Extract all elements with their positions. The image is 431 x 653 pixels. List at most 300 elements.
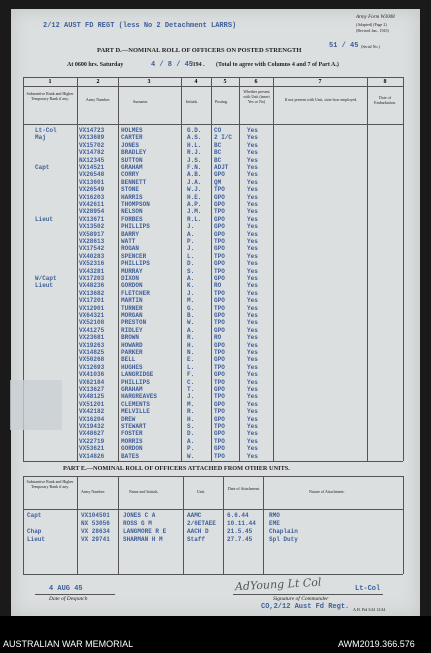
posting-cell: GPO — [214, 326, 225, 334]
posting-cell: GPO — [214, 171, 225, 179]
attached-name-cell: ROSS G M — [123, 520, 152, 527]
attached-nature-cell: RMO — [269, 512, 280, 519]
attached-unit-cell: AAMC — [187, 512, 202, 519]
posting-cell: GPO — [214, 297, 225, 305]
posting-cell: GPO — [214, 386, 225, 393]
posting-cell: BC — [214, 141, 222, 149]
attached-name-cell: LANGMORE R E — [123, 528, 167, 535]
table-top-rule — [23, 77, 403, 78]
posting-cell: GPO — [214, 260, 225, 268]
army-number-cell: VX16203 — [79, 193, 105, 201]
present-cell: Yes — [247, 386, 258, 393]
army-number-cell: VX51201 — [79, 400, 105, 408]
e-header-unit: Unit. — [197, 489, 206, 494]
army-number-cell: VX52316 — [79, 260, 105, 268]
present-cell: Yes — [247, 193, 258, 201]
initials-cell: A. — [187, 326, 195, 334]
posting-cell: GPO — [214, 356, 225, 364]
attached-nature-cell: Spl Duty — [269, 536, 298, 543]
header-rank: Substantive Rank and Higher Temporary Rank if any. — [26, 91, 74, 101]
posting-cell: 2 I/C — [214, 134, 233, 142]
army-number-cell: VX52108 — [79, 319, 105, 327]
present-cell: Yes — [247, 267, 258, 275]
army-number-cell: VX42611 — [79, 201, 105, 208]
initials-cell: H.E. — [187, 193, 202, 201]
posting-cell: TPO — [214, 363, 225, 371]
initials-cell: M. — [187, 297, 195, 305]
posting-cell: GPO — [214, 415, 225, 423]
posting-cell: GPO — [214, 230, 225, 238]
initials-cell: D. — [187, 430, 195, 438]
initials-cell: R.J. — [187, 149, 202, 157]
rank-cell: Lieut — [35, 215, 54, 223]
present-cell: Yes — [247, 452, 258, 460]
posting-cell: TPO — [214, 319, 225, 327]
present-cell: Yes — [247, 201, 258, 208]
army-number-cell: VX50268 — [79, 356, 105, 364]
col-number-4: 4 — [194, 79, 198, 85]
surname-cell: BENNETT — [121, 178, 147, 186]
initials-cell: W.J. — [187, 186, 202, 194]
col-number-7: 7 — [318, 79, 322, 85]
rank-typed: Lt-Col — [355, 585, 381, 593]
initials-cell: S. — [187, 267, 195, 275]
serial-number: 51 / 45 — [329, 42, 359, 50]
header-employed: If not present with Unit, state how employed. — [284, 97, 358, 102]
initials-cell: A. — [187, 437, 195, 445]
initials-cell: W. — [187, 319, 195, 327]
attached-number-cell: VX 28634 — [81, 528, 110, 535]
present-cell: Yes — [247, 215, 258, 223]
posting-cell: GPO — [214, 400, 225, 408]
army-number-cell: VX41275 — [79, 326, 105, 334]
present-cell: Yes — [247, 341, 258, 349]
surname-cell: FOSTER — [121, 430, 143, 438]
initials-cell: H. — [187, 415, 195, 423]
initials-cell: N. — [187, 349, 195, 356]
present-cell: Yes — [247, 304, 258, 312]
surname-cell: GRAHAM — [121, 164, 143, 171]
present-cell: Yes — [247, 297, 258, 305]
attached-number-cell: VX104501 — [81, 512, 110, 519]
date-value: 4 / 8 / 45 — [151, 61, 194, 69]
present-cell: Yes — [247, 445, 258, 453]
initials-cell: L. — [187, 252, 195, 260]
surname-cell: MELVILLE — [121, 408, 150, 416]
initials-cell: F.N. — [187, 164, 202, 171]
present-cell: Yes — [247, 260, 258, 268]
initials-cell: R.L. — [187, 215, 202, 223]
col-number-1: 1 — [48, 79, 52, 85]
posting-cell: TPO — [214, 252, 225, 260]
attached-number-cell: VX 29741 — [81, 536, 110, 543]
present-cell: Yes — [247, 149, 258, 157]
army-number-cell: VX17203 — [79, 275, 105, 282]
initials-cell: T. — [187, 386, 195, 393]
header-embarkation: Date of Embarkation. — [374, 95, 396, 105]
army-number-cell: VX48627 — [79, 430, 105, 438]
surname-cell: GORDON — [121, 445, 143, 453]
posting-cell: TPO — [214, 238, 225, 245]
initials-cell: A. — [187, 230, 195, 238]
posting-cell: TPO — [214, 437, 225, 445]
present-cell: Yes — [247, 164, 258, 171]
surname-cell: NELSON — [121, 208, 143, 216]
posting-cell: ADJT — [214, 164, 229, 171]
posting-cell: RO — [214, 282, 222, 290]
surname-cell: ROGAN — [121, 245, 140, 253]
surname-cell: MORGAN — [121, 312, 143, 319]
present-cell: Yes — [247, 208, 258, 216]
col-number-6: 6 — [254, 79, 258, 85]
army-number-cell: VX13671 — [79, 215, 105, 223]
surname-cell: PHILLIPS — [121, 378, 150, 386]
surname-cell: WATT — [121, 238, 136, 245]
co-typed: CO,2/12 Aust Fd Regt. — [261, 603, 350, 611]
posting-cell: GPO — [214, 193, 225, 201]
initials-cell: H. — [187, 341, 195, 349]
posting-cell: GPO — [214, 312, 225, 319]
present-cell: Yes — [247, 282, 258, 290]
present-cell: Yes — [247, 230, 258, 238]
present-cell: Yes — [247, 371, 258, 379]
present-cell: Yes — [247, 437, 258, 445]
posting-cell: GPO — [214, 215, 225, 223]
e-header-name: Name and Initials. — [129, 489, 159, 494]
initials-cell: R. — [187, 334, 195, 342]
army-number-cell: VX19432 — [79, 423, 105, 430]
header-present: Whether present with Unit (insert Yes or No) — [243, 89, 270, 104]
posting-cell: TPO — [214, 452, 225, 460]
initials-cell: P. — [187, 445, 195, 453]
army-number-cell: VX28954 — [79, 208, 105, 216]
form-id: Army Form W3008 — [356, 15, 395, 20]
army-number-cell: VX14825 — [79, 349, 105, 356]
army-number-cell: VX23681 — [79, 334, 105, 342]
initials-cell: A. — [187, 275, 195, 282]
initials-cell: B. — [187, 312, 195, 319]
army-number-cell: VX13689 — [79, 134, 105, 142]
attached-number-cell: NX 53056 — [81, 520, 110, 527]
surname-cell: MURRAY — [121, 267, 143, 275]
rank-cell: W/Capt — [35, 275, 57, 282]
initials-cell: L. — [187, 363, 195, 371]
surname-cell: BELL — [121, 356, 136, 364]
header-army-number: Army Number. — [85, 97, 111, 102]
surname-cell: TURNER — [121, 304, 143, 312]
despatch-date: 4 AUG 45 — [49, 585, 83, 593]
present-cell: Yes — [247, 289, 258, 297]
present-cell: Yes — [247, 245, 258, 253]
attached-nature-cell: Chaplain — [269, 528, 298, 535]
army-number-cell: VX48125 — [79, 393, 105, 401]
army-number-cell: VX15702 — [79, 141, 105, 149]
attached-date-cell: 10.11.44 — [227, 520, 256, 527]
col-number-5: 5 — [223, 79, 227, 85]
present-cell: Yes — [247, 393, 258, 401]
surname-cell: HARGREAVES — [121, 393, 158, 401]
army-number-cell: VX28613 — [79, 238, 105, 245]
attached-rank-cell: Capt — [27, 512, 42, 519]
initials-cell: D. — [187, 260, 195, 268]
rank-cell: Capt — [35, 164, 50, 171]
initials-cell: J.A. — [187, 178, 202, 186]
surname-cell: DIXON — [121, 275, 140, 282]
initials-cell: A.P. — [187, 201, 202, 208]
agree-note: (Total to agree with Columns 4 and 7 of Part A.) — [216, 62, 339, 68]
surname-cell: PARKER — [121, 349, 143, 356]
present-cell: Yes — [247, 415, 258, 423]
surname-cell: HUGHES — [121, 363, 143, 371]
posting-cell: GPO — [214, 341, 225, 349]
surname-cell: CARTER — [121, 134, 143, 142]
surname-cell: CORRY — [121, 171, 140, 179]
present-cell: Yes — [247, 356, 258, 364]
army-number-cell: VX12693 — [79, 363, 105, 371]
surname-cell: CLEMENTS — [121, 400, 150, 408]
surname-cell: HOWARD — [121, 341, 143, 349]
army-number-cell: VX13627 — [79, 386, 105, 393]
present-cell: Yes — [247, 171, 258, 179]
e-header-nature: Nature of Attachment. — [309, 489, 345, 494]
army-number-cell: VX14826 — [79, 452, 105, 460]
army-number-cell: NX12345 — [79, 156, 105, 164]
present-cell: Yes — [247, 223, 258, 231]
posting-cell: TPO — [214, 408, 225, 416]
attached-date-cell: 6.6.44 — [227, 512, 249, 519]
surname-cell: RIDLEY — [121, 326, 143, 334]
attached-date-cell: 27.7.45 — [227, 536, 253, 543]
surname-cell: HARRIS — [121, 193, 143, 201]
initials-cell: H.L. — [187, 141, 202, 149]
caption-left: AUSTRALIAN WAR MEMORIAL — [3, 639, 134, 649]
header-rule — [23, 124, 403, 125]
caption-bar — [0, 616, 431, 653]
present-cell: Yes — [247, 134, 258, 142]
posting-cell: GPO — [214, 430, 225, 438]
initials-cell: E. — [187, 356, 195, 364]
surname-cell: MORRIS — [121, 437, 143, 445]
initials-cell: J.S. — [187, 156, 202, 164]
present-cell: Yes — [247, 127, 258, 134]
army-number-cell: VX22719 — [79, 437, 105, 445]
serial-label: (Serial No.) — [361, 44, 380, 49]
table-bottom-rule — [23, 461, 403, 462]
present-cell: Yes — [247, 252, 258, 260]
posting-cell: RO — [214, 334, 222, 342]
initials-cell: R. — [187, 408, 195, 416]
army-number-cell: VX16204 — [79, 415, 105, 423]
army-number-cell: VX17542 — [79, 245, 105, 253]
stamp-patch — [10, 380, 62, 430]
army-number-cell: VX26549 — [79, 186, 105, 194]
posting-cell: CO — [214, 127, 222, 134]
surname-cell: JONES — [121, 141, 140, 149]
initials-cell: J. — [187, 393, 195, 401]
surname-cell: PHILLIPS — [121, 223, 150, 231]
army-number-cell: VX12901 — [79, 304, 105, 312]
print-code: A.H. Ptd 3/44 12/44 — [353, 607, 386, 612]
posting-cell: GPO — [214, 201, 225, 208]
army-number-cell: VX19263 — [79, 341, 105, 349]
army-number-cell: VX64321 — [79, 312, 105, 319]
surname-cell: STEWART — [121, 423, 147, 430]
posting-cell: TPO — [214, 267, 225, 275]
present-cell: Yes — [247, 408, 258, 416]
present-cell: Yes — [247, 378, 258, 386]
present-cell: Yes — [247, 312, 258, 319]
initials-cell: A.S. — [187, 134, 202, 142]
surname-cell: SPENCER — [121, 252, 147, 260]
commander-signature: AdYoung Lt Col — [234, 575, 322, 594]
surname-cell: FLETCHER — [121, 289, 150, 297]
present-cell: Yes — [247, 334, 258, 342]
attached-name-cell: JONES C A — [123, 512, 156, 519]
army-number-cell: VX14723 — [79, 127, 105, 134]
surname-cell: GRAHAM — [121, 386, 143, 393]
present-cell: Yes — [247, 430, 258, 438]
surname-cell: BRADLEY — [121, 149, 147, 157]
army-number-cell: VX13502 — [79, 223, 105, 231]
army-number-cell: VX14521 — [79, 164, 105, 171]
initials-cell: G.D. — [187, 127, 202, 134]
e-header-rank: Substantive Rank and Higher Temporary Rank if any. — [26, 479, 74, 489]
part-e-title: PART E.—NOMINAL ROLL OF OFFICERS ATTACHED FROM OTHER UNITS. — [63, 465, 290, 472]
surname-cell: PRESTON — [121, 319, 147, 327]
col-number-2: 2 — [96, 79, 100, 85]
posting-cell: GPO — [214, 245, 225, 253]
posting-cell: TPO — [214, 289, 225, 297]
present-cell: Yes — [247, 141, 258, 149]
surname-cell: HOLMES — [121, 127, 143, 134]
army-number-cell: VX42182 — [79, 408, 105, 416]
document-sheet — [11, 9, 420, 616]
posting-cell: GPO — [214, 223, 225, 231]
surname-cell: STONE — [121, 186, 140, 194]
army-number-cell: VX13601 — [79, 178, 105, 186]
army-number-cell: VX62184 — [79, 378, 105, 386]
army-number-cell: VX41036 — [79, 371, 105, 379]
surname-cell: BATES — [121, 452, 140, 460]
attached-unit-cell: AACH D — [187, 528, 209, 535]
posting-cell: TPO — [214, 393, 225, 401]
army-number-cell: VX26548 — [79, 171, 105, 179]
initials-cell: J. — [187, 223, 195, 231]
posting-cell: GPO — [214, 445, 225, 453]
surname-cell: BARRY — [121, 230, 140, 238]
initials-cell: J.M. — [187, 208, 202, 216]
army-number-cell: VX13682 — [79, 289, 105, 297]
present-cell: Yes — [247, 186, 258, 194]
initials-cell: M. — [187, 400, 195, 408]
col-number-8: 8 — [383, 79, 387, 85]
e-header-number: Army Number. — [81, 489, 106, 494]
present-cell: Yes — [247, 319, 258, 327]
surname-cell: THOMPSON — [121, 201, 150, 208]
present-cell: Yes — [247, 238, 258, 245]
posting-cell: GPO — [214, 275, 225, 282]
date-suffix: /194 . — [191, 62, 205, 68]
form-revised: (Revised Jan., 1943) — [356, 28, 389, 33]
initials-cell: P. — [187, 238, 195, 245]
date-line: At 0600 hrs. Saturday — [67, 62, 124, 68]
army-number-cell: VX17201 — [79, 297, 105, 305]
initials-cell: G. — [187, 304, 195, 312]
surname-cell: LANGRIDGE — [121, 371, 154, 379]
signature-label: Signature of Commander — [273, 596, 329, 602]
header-initials: Initials. — [186, 99, 199, 104]
rank-cell: Maj — [35, 134, 46, 142]
posting-cell: TPO — [214, 186, 225, 194]
present-cell: Yes — [247, 400, 258, 408]
surname-cell: SUTTON — [121, 156, 143, 164]
attached-name-cell: SHARMAN H M — [123, 536, 163, 543]
initials-cell: W. — [187, 452, 195, 460]
rank-cell: Lt-Col — [35, 127, 57, 134]
surname-cell: DREW — [121, 415, 136, 423]
initials-cell: C. — [187, 378, 195, 386]
unit-typed: 2/12 AUST FD REGT (less No 2 Detachment LARRS) — [43, 22, 237, 30]
e-header-date: Date of Attachment. — [227, 486, 261, 491]
initials-cell: J. — [187, 245, 195, 253]
header-posting: Posting. — [215, 99, 229, 104]
present-cell: Yes — [247, 423, 258, 430]
posting-cell: GPO — [214, 371, 225, 379]
present-cell: Yes — [247, 363, 258, 371]
header-surname: Surname. — [133, 99, 149, 104]
part-d-title: PART D.—NOMINAL ROLL OF OFFICERS ON POSTED STRENGTH — [97, 47, 302, 54]
despatch-label: Date of Despatch — [49, 596, 88, 602]
surname-cell: PHILLIPS — [121, 260, 150, 268]
initials-cell: F. — [187, 371, 195, 379]
present-cell: Yes — [247, 178, 258, 186]
present-cell: Yes — [247, 349, 258, 356]
posting-cell: TPO — [214, 304, 225, 312]
col-number-rule — [23, 86, 403, 87]
army-number-cell: VX40283 — [79, 252, 105, 260]
initials-cell: A.B. — [187, 171, 202, 179]
initials-cell: J. — [187, 289, 195, 297]
col-number-3: 3 — [147, 79, 151, 85]
surname-cell: FORBES — [121, 215, 143, 223]
surname-cell: BROWN — [121, 334, 140, 342]
surname-cell: GORDON — [121, 282, 143, 290]
posting-cell: BC — [214, 149, 222, 157]
caption-right: AWM2019.366.576 — [338, 639, 415, 649]
army-number-cell: VX14782 — [79, 149, 105, 157]
posting-cell: TPO — [214, 349, 225, 356]
present-cell: Yes — [247, 275, 258, 282]
form-adapted: (Adapted) (Page 2) — [356, 22, 387, 27]
attached-rank-cell: Chap — [27, 528, 42, 535]
attached-unit-cell: Staff — [187, 536, 206, 543]
posting-cell: TPO — [214, 423, 225, 430]
attached-rank-cell: Lieut — [27, 536, 46, 543]
army-number-cell: VX43281 — [79, 267, 105, 275]
attached-unit-cell: 2/6ETAEE — [187, 520, 216, 527]
attached-nature-cell: EME — [269, 520, 280, 527]
posting-cell: TPO — [214, 208, 225, 216]
rank-cell: Lieut — [35, 282, 54, 290]
army-number-cell: VX53621 — [79, 445, 105, 453]
army-number-cell: VX58917 — [79, 230, 105, 238]
posting-cell: QM — [214, 178, 222, 186]
army-number-cell: VX48236 — [79, 282, 105, 290]
posting-cell: TPO — [214, 378, 225, 386]
present-cell: Yes — [247, 326, 258, 334]
initials-cell: K. — [187, 282, 195, 290]
attached-date-cell: 21.5.45 — [227, 528, 253, 535]
